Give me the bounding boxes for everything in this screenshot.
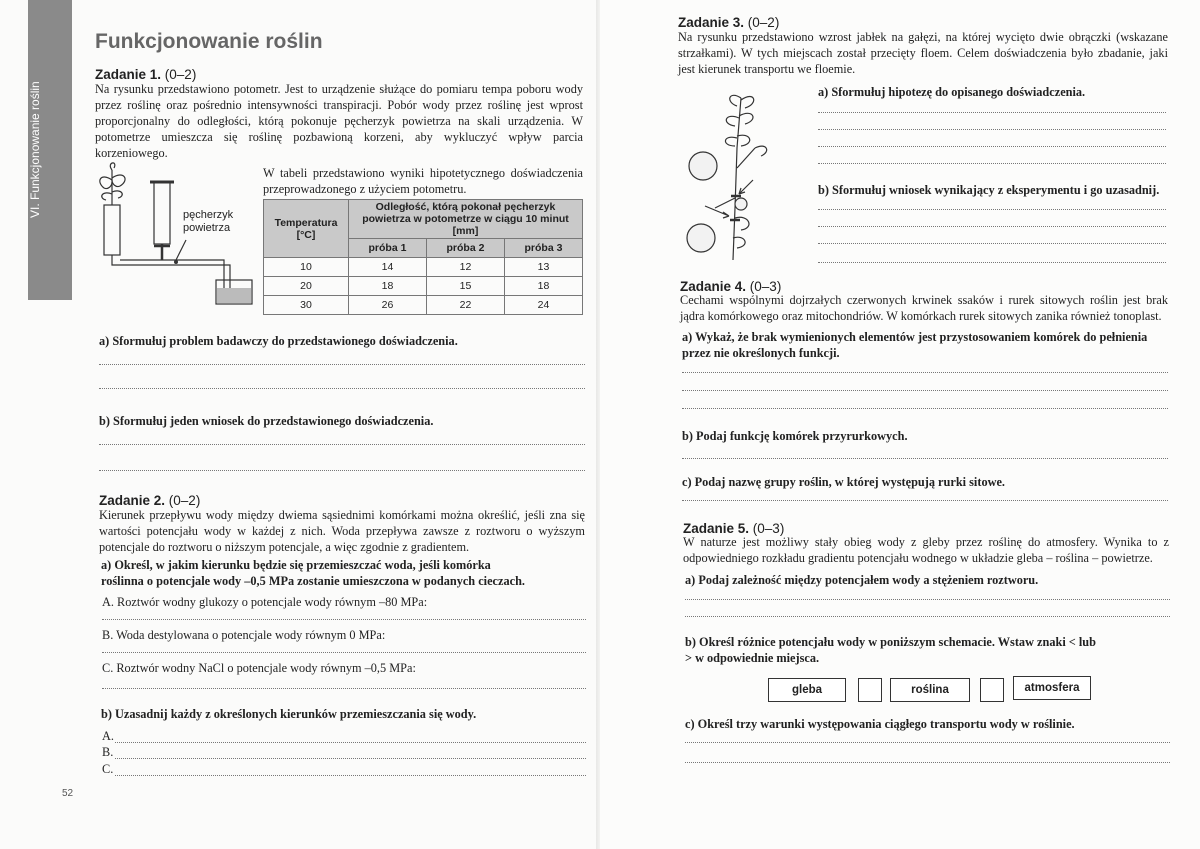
- trial-1-header: próba 1: [349, 239, 427, 258]
- page-title: Funkcjonowanie roślin: [95, 30, 323, 53]
- task1-question-b: b) Sformułuj jeden wniosek do przedstawionego doświadczenia.: [99, 414, 434, 428]
- table-row: [264, 296, 583, 315]
- answer-line[interactable]: [818, 146, 1166, 147]
- task4-question-a: a) Wykaż, że brak wymienionych elementów jest przystosowaniem komórek do pełnienia przez nie określonych funkcji.: [682, 330, 1148, 360]
- apple-small: [735, 198, 747, 210]
- task1-score: (0–2): [164, 67, 197, 82]
- arrow-upper: [739, 180, 753, 194]
- answer-label-b: B.: [102, 745, 114, 759]
- answer-line[interactable]: [818, 262, 1166, 263]
- answer-line[interactable]: [682, 458, 1168, 459]
- plant-leaf-right: [112, 175, 125, 187]
- task2-number: Zadanie 2.: [99, 493, 166, 508]
- arrow-lower: [705, 206, 729, 218]
- task4-question-b: b) Podaj funkcję komórek przyrurkowych.: [682, 429, 908, 443]
- answer-line[interactable]: [682, 390, 1168, 391]
- task5-number: Zadanie 5.: [683, 521, 750, 536]
- answer-line[interactable]: [685, 742, 1170, 743]
- left-tube: [104, 205, 120, 255]
- table-cell: 14: [349, 258, 427, 277]
- answer-line[interactable]: [818, 112, 1166, 113]
- distance-header: Odległość, którą pokonał pęcherzyk powietrza w potometrze w ciągu 10 minut [mm]: [349, 200, 583, 239]
- task3-question-b: b) Sformułuj wniosek wynikający z eksperymentu i go uzasadnij.: [818, 183, 1160, 197]
- task4-question-c: c) Podaj nazwę grupy roślin, w której występują rurki sitowe.: [682, 475, 1006, 489]
- table-cell: 18: [504, 277, 582, 296]
- answer-line[interactable]: [818, 163, 1166, 164]
- task2-question-a: a) Określ, w jakim kierunku będzie się przemieszczać woda, jeśli komórka roślinna o potencjale wody –0,5 MPa zostanie umieszczona w podanych cieczach.: [101, 558, 525, 588]
- chapter-tab: [28, 0, 72, 300]
- air-bubble: [174, 260, 178, 264]
- answer-line[interactable]: [685, 762, 1170, 763]
- apple-branch-figure: [685, 88, 800, 263]
- answer-line[interactable]: [99, 470, 585, 471]
- task2-intro: Kierunek przepływu wody między dwiema sąsiednimi komórkami można określić, jeśli zna się wartości potencjału wody w każdej z nich. Woda przepływa zawsze z roztworu o wyższym potencjale do roztworu o niższym potencjale, a więc zgodnie z gradientem.: [99, 508, 585, 554]
- answer-line[interactable]: [99, 444, 585, 445]
- task4-intro: Cechami wspólnymi dojrzałych czerwonych krwinek ssaków i rurek sitowych roślin jest brak jądra komórkowego oraz mitochondriów. W komórkach rurek sitowych zanika również tonoplast.: [680, 293, 1168, 323]
- bubble-pointer: [176, 240, 186, 260]
- answer-line[interactable]: [682, 372, 1168, 373]
- task4-number: Zadanie 4.: [680, 279, 747, 294]
- table-cell: 13: [504, 258, 582, 277]
- answer-line[interactable]: [102, 619, 586, 620]
- plant-leaf-top: [110, 163, 115, 170]
- answer-line[interactable]: [99, 388, 585, 389]
- task1-intro: Na rysunku przedstawiono potometr. Jest to urządzenie służące do pomiaru tempa poboru wody przez roślinę oraz pośrednio intensywności transpiracji. Pobór wody przez roślinę jest wprost proporcjonalny do odległości, którą pokonuje pęcherzyk powietrza na skali urządzenia. W potometrze umieszcza się roślinę pozbawioną korzeni, aby wykluczyć wpływ parcia korzeniowego.: [95, 82, 583, 160]
- apple-large-top: [689, 152, 717, 180]
- task3-intro: Na rysunku przedstawiono wzrost jabłek na gałęzi, na której wycięto dwie obrączki (wskazane strzałkami). W tych miejscach został przecięty floem. Celem doświadczenia było zbadanie, jaki jest kierunek transportu we floemie.: [678, 30, 1168, 76]
- bubble-label: pęcherzyk powietrza: [183, 209, 234, 234]
- task1-heading: [95, 67, 196, 82]
- right-page: [600, 0, 1200, 849]
- page-number: 52: [62, 788, 74, 799]
- answer-line[interactable]: [818, 243, 1166, 244]
- task3-question-a: a) Sformułuj hipotezę do opisanego doświadczenia.: [818, 85, 1086, 99]
- task3-number: Zadanie 3.: [678, 15, 745, 30]
- table-row: [264, 277, 583, 296]
- connecting-tube: [112, 255, 230, 290]
- task2-question-b: b) Uzasadnij każdy z określonych kierunków przemieszczania się wody.: [101, 707, 477, 721]
- results-table: [263, 199, 583, 315]
- task5-question-c: c) Określ trzy warunki występowania ciągłego transportu wody w roślinie.: [685, 717, 1075, 731]
- task2-score: (0–2): [168, 493, 201, 508]
- answer-line[interactable]: [115, 742, 586, 743]
- plant-leaf-left: [100, 177, 112, 189]
- scheme-box-atmosphere: atmosfera: [1013, 676, 1091, 700]
- task5-question-b: b) Określ różnice potencjału wody w poniższym schemacie. Wstaw znaki < lub > w odpowiednie miejsca.: [685, 635, 1096, 665]
- chapter-tab-label: VI. Funkcjonowanie roślin: [28, 81, 42, 219]
- answer-line[interactable]: [99, 364, 585, 365]
- task1-number: Zadanie 1.: [95, 67, 162, 82]
- task5-question-a: a) Podaj zależność między potencjałem wody a stężeniem roztworu.: [685, 573, 1039, 587]
- table-cell: 22: [426, 296, 504, 315]
- task5-intro: W naturze jest możliwy stały obieg wody z gleby przez roślinę do atmosfery. Wynika to z odpowiedniego rozkładu gradientu potencjału wodnego w układzie gleba – roślina – powietrze.: [683, 535, 1169, 565]
- scheme-box-soil: gleba: [768, 678, 846, 702]
- table-cell: 12: [426, 258, 504, 277]
- table-cell: 15: [426, 277, 504, 296]
- answer-line[interactable]: [102, 652, 586, 653]
- task2-option-c: C. Roztwór wodny NaCl o potencjale wody równym –0,5 MPa:: [102, 661, 416, 675]
- table-cell: 20: [264, 277, 349, 296]
- scheme-blank-2[interactable]: [980, 678, 1004, 702]
- table-cell: 18: [349, 277, 427, 296]
- trial-3-header: próba 3: [504, 239, 582, 258]
- answer-line[interactable]: [102, 688, 586, 689]
- table-intro: W tabeli przedstawiono wyniki hipotetycznego doświadczenia przeprowadzonego z użyciem potometru.: [263, 166, 583, 196]
- temperature-header: Temperatura [°C]: [264, 200, 349, 258]
- right-tube: [154, 182, 170, 244]
- task4-score: (0–3): [749, 279, 782, 294]
- answer-label-c: C.: [102, 762, 114, 776]
- answer-line[interactable]: [818, 129, 1166, 130]
- leaves-bottom: [733, 217, 749, 248]
- answer-line[interactable]: [115, 758, 586, 759]
- answer-line[interactable]: [685, 599, 1170, 600]
- answer-line[interactable]: [682, 500, 1168, 501]
- task5-score: (0–3): [752, 521, 785, 536]
- scheme-box-plant: roślina: [890, 678, 970, 702]
- table-row: [264, 258, 583, 277]
- table-cell: 10: [264, 258, 349, 277]
- beaker-water: [217, 288, 251, 303]
- task2-option-b: B. Woda destylowana o potencjale wody równym 0 MPa:: [102, 628, 386, 642]
- answer-line[interactable]: [115, 775, 586, 776]
- answer-line[interactable]: [818, 209, 1166, 210]
- answer-line[interactable]: [685, 616, 1170, 617]
- answer-line[interactable]: [818, 226, 1166, 227]
- branch: [733, 98, 741, 260]
- table-cell: 30: [264, 296, 349, 315]
- task2-heading: [99, 493, 200, 508]
- trial-2-header: próba 2: [426, 239, 504, 258]
- answer-label-a: A.: [102, 729, 114, 743]
- scheme-blank-1[interactable]: [858, 678, 882, 702]
- task1-question-a: a) Sformułuj problem badawczy do przedstawionego doświadczenia.: [99, 334, 458, 348]
- answer-line[interactable]: [682, 408, 1168, 409]
- task3-score: (0–2): [747, 15, 780, 30]
- apple-large-bottom: [687, 224, 715, 252]
- table-cell: 26: [349, 296, 427, 315]
- valve: [154, 244, 170, 260]
- leaves-top: [726, 95, 766, 156]
- table-cell: 24: [504, 296, 582, 315]
- task3-heading: [678, 15, 779, 30]
- task2-option-a: A. Roztwór wodny glukozy o potencjale wody równym –80 MPa:: [102, 595, 428, 609]
